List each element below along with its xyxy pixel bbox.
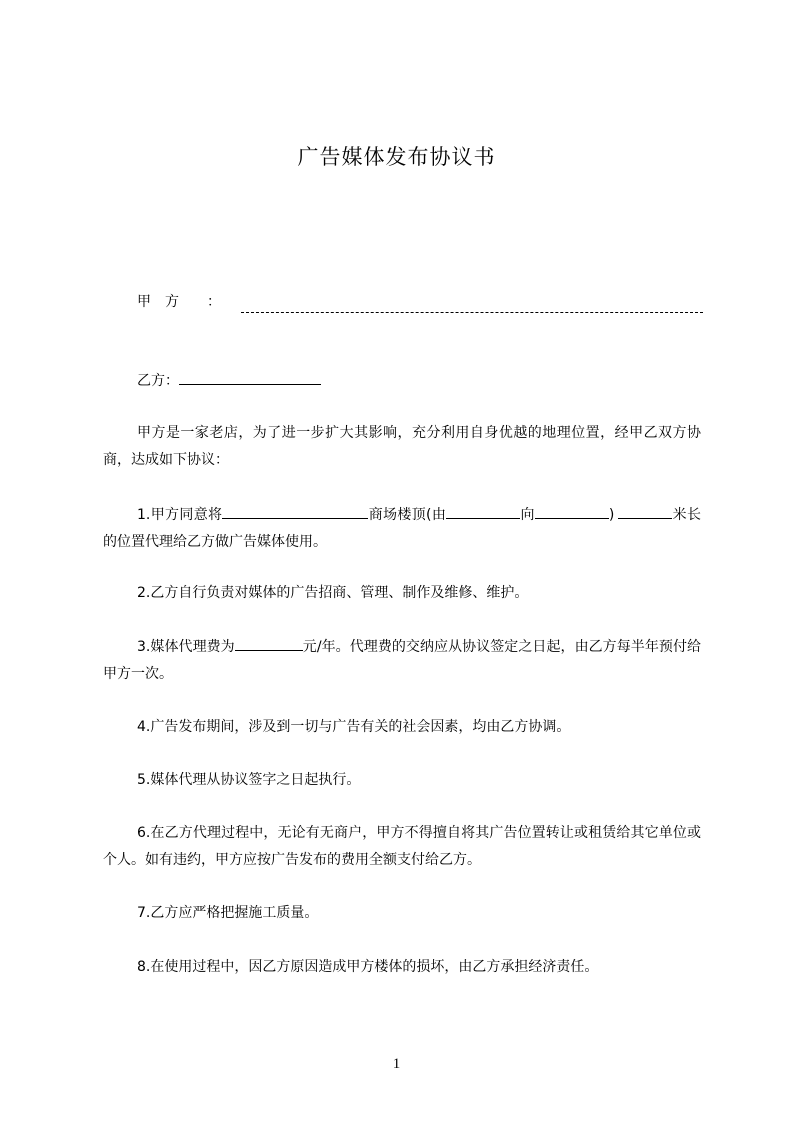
party-a-line (137, 290, 703, 314)
clause-1-text-d: ) (608, 507, 615, 523)
clause-8: 8.在使用过程中，因乙方原因造成甲方楼体的损坏，由乙方承担经济责任。 (137, 959, 599, 975)
clause-3 (103, 634, 701, 688)
clause-4: 4.广告发布期间，涉及到一切与广告有关的社会因素，均由乙方协调。 (137, 719, 571, 735)
clause-5: 5.媒体代理从协议签字之日起执行。 (137, 772, 361, 788)
length-blank (618, 504, 672, 519)
clause-7: 7.乙方应严格把握施工质量。 (137, 905, 319, 921)
to-blank (535, 504, 609, 519)
clause-6: 6.在乙方代理过程中，无论有无商户，甲方不得擅自将其广告位置转让或租赁给其它单位或个人。如有违约，甲方应按广告发布的费用全额支付给乙方。 (103, 825, 701, 868)
clause-1-text-b: 商场楼顶(由 (368, 507, 447, 523)
clause-1-text-c: 向 (520, 507, 535, 523)
party-a-label: 甲方 (137, 294, 193, 310)
party-b-blank (179, 370, 321, 385)
clause-3-text-a: 3.媒体代理费为 (137, 639, 235, 655)
party-a-blank (241, 312, 703, 313)
party-a-colon: ： (207, 294, 221, 310)
fee-blank (235, 636, 303, 651)
clause-2: 2.乙方自行负责对媒体的广告招商、管理、制作及维修、维护。 (137, 585, 529, 601)
clause-3-text-b: 元/年。代理费的交纳应从协议签定之日起，由乙方每半年预付给甲方一次。 (103, 639, 701, 682)
clause-1 (103, 502, 701, 556)
party-b-line (137, 370, 321, 392)
clause-1-text-a: 1.甲方同意将 (137, 507, 223, 523)
from-blank (446, 504, 520, 519)
mall-name-blank (222, 504, 368, 519)
page-number: 1 (392, 1056, 401, 1072)
document-title: 广告媒体发布协议书 (297, 145, 496, 169)
clause-1-text-e: 米长的位置代理给乙方做广告媒体使用。 (103, 507, 701, 550)
party-b-label: 乙方： (137, 373, 179, 389)
intro-paragraph: 甲方是一家老店，为了进一步扩大其影响，充分利用自身优越的地理位置，经甲乙双方协商，达成如下协议： (103, 425, 701, 468)
